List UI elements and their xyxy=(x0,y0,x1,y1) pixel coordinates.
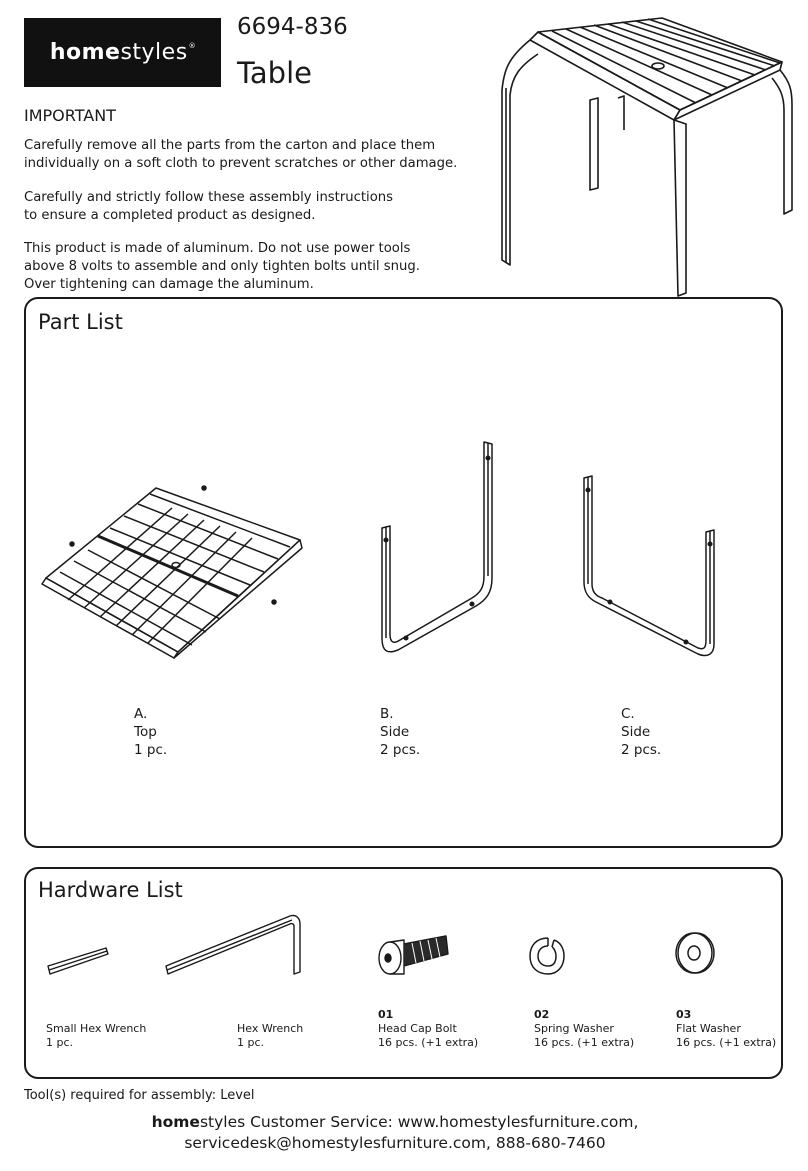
hardware-item-spring-washer xyxy=(534,1008,634,1050)
part-name: Side xyxy=(380,724,410,740)
hardware-name: Hex Wrench xyxy=(237,1022,304,1035)
hardware-name: Flat Washer xyxy=(676,1022,741,1035)
intro-line: Over tightening can damage the aluminum. xyxy=(24,277,314,292)
hardware-item-flat-washer xyxy=(676,1008,776,1050)
part-a-label xyxy=(134,705,167,759)
hardware-qty: 16 pcs. (+1 extra) xyxy=(676,1036,777,1049)
part-qty: 1 pc. xyxy=(134,742,168,758)
logo-text xyxy=(50,40,195,65)
hardware-qty: 16 pcs. (+1 extra) xyxy=(534,1036,635,1049)
hardware-item-head-cap-bolt xyxy=(378,1008,478,1050)
logo-trademark: ® xyxy=(188,42,197,50)
hardware-list-title: Hardware List xyxy=(38,878,183,902)
hardware-item-small-hex-wrench xyxy=(46,1022,146,1050)
hardware-qty: 1 pc. xyxy=(46,1036,74,1049)
assembled-table-illustration xyxy=(490,10,795,295)
customer-service-line xyxy=(0,1113,790,1131)
intro-line: Carefully and strictly follow these assembly instructions xyxy=(24,190,394,205)
part-b-label xyxy=(380,705,420,759)
hardware-code: 01 xyxy=(378,1008,394,1021)
small-hex-wrench-icon xyxy=(44,940,112,980)
customer-service-brand: home xyxy=(151,1113,200,1131)
customer-service-website[interactable]: styles Customer Service: www.homestylesfurniture.com, xyxy=(199,1113,639,1131)
side-b-illustration xyxy=(376,438,500,658)
hardware-code: 03 xyxy=(676,1008,692,1021)
bolt-icon xyxy=(374,926,452,982)
hardware-name: Spring Washer xyxy=(534,1022,614,1035)
intro-paragraph-2 xyxy=(24,189,393,225)
flat-washer-icon xyxy=(672,928,718,978)
logo-bold-part: home xyxy=(49,40,121,65)
part-letter: C. xyxy=(621,706,635,722)
page-title: Table xyxy=(237,56,312,90)
spring-washer-icon xyxy=(526,932,568,980)
part-letter: B. xyxy=(380,706,394,722)
brand-logo xyxy=(24,18,221,87)
part-letter: A. xyxy=(134,706,148,722)
part-name: Top xyxy=(134,724,157,740)
customer-service-contact[interactable]: servicedesk@homestylesfurniture.com, 888-680-7460 xyxy=(184,1134,606,1152)
part-qty: 2 pcs. xyxy=(380,742,421,758)
part-qty: 2 pcs. xyxy=(621,742,662,758)
logo-regular-part: styles xyxy=(120,40,188,65)
hardware-item-hex-wrench xyxy=(237,1022,303,1050)
intro-line: above 8 volts to assemble and only tighten bolts until snug. xyxy=(24,259,420,274)
intro-line: individually on a soft cloth to prevent scratches or other damage. xyxy=(24,156,458,171)
part-list-title: Part List xyxy=(38,310,123,334)
intro-line: Carefully remove all the parts from the carton and place them xyxy=(24,138,436,153)
intro-paragraph-3 xyxy=(24,240,420,294)
hardware-qty: 1 pc. xyxy=(237,1036,265,1049)
hardware-qty: 16 pcs. (+1 extra) xyxy=(378,1036,479,1049)
important-heading: IMPORTANT xyxy=(24,106,116,125)
hardware-code: 02 xyxy=(534,1008,550,1021)
hardware-name: Head Cap Bolt xyxy=(378,1022,457,1035)
table-top-illustration xyxy=(38,480,310,660)
intro-paragraph-1 xyxy=(24,137,457,173)
tools-required-note: Tool(s) required for assembly: Level xyxy=(24,1088,255,1103)
model-number: 6694-836 xyxy=(237,14,348,40)
side-c-illustration xyxy=(580,472,720,658)
intro-line: to ensure a completed product as designed. xyxy=(24,208,316,223)
part-name: Side xyxy=(621,724,651,740)
hex-wrench-icon xyxy=(162,912,304,978)
part-c-label xyxy=(621,705,661,759)
hardware-name: Small Hex Wrench xyxy=(46,1022,147,1035)
intro-line: This product is made of aluminum. Do not use power tools xyxy=(24,241,411,256)
